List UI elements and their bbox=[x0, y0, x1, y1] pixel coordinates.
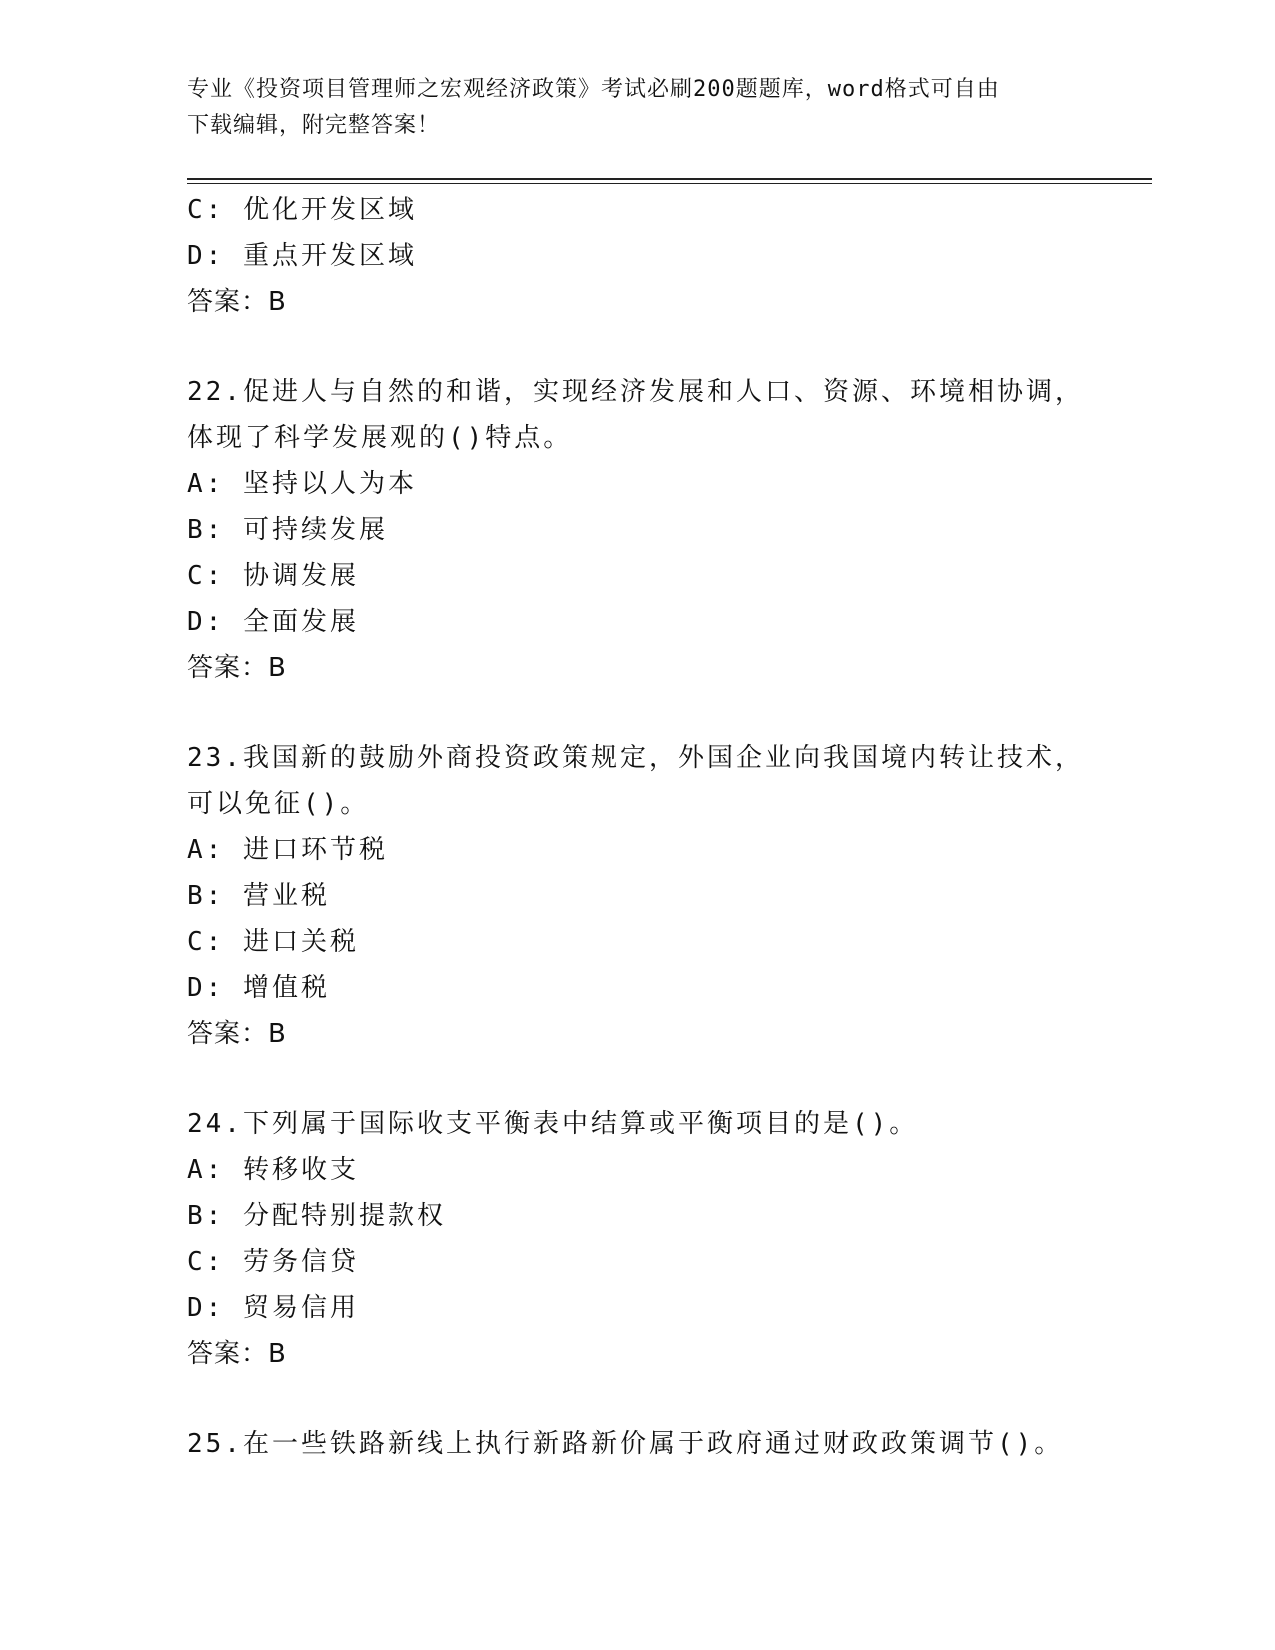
answer-line: 答案：B bbox=[187, 1019, 287, 1049]
option-a bbox=[187, 461, 1127, 507]
option-text: 坚持以人为本 bbox=[242, 469, 417, 499]
header-divider-thin bbox=[187, 183, 1152, 184]
option-key: C: bbox=[187, 195, 225, 225]
answer-line: 答案：B bbox=[187, 1339, 287, 1369]
option-text: 分配特别提款权 bbox=[242, 1201, 446, 1231]
option-key: D: bbox=[187, 973, 225, 1003]
option-d bbox=[187, 1285, 1127, 1331]
option-d bbox=[187, 965, 1127, 1011]
question-23 bbox=[187, 735, 1127, 1057]
option-key: C: bbox=[187, 1247, 225, 1277]
option-d bbox=[187, 599, 1127, 645]
option-b bbox=[187, 507, 1127, 553]
header-divider-thick bbox=[187, 178, 1152, 180]
option-key: C: bbox=[187, 927, 225, 957]
question-text: 23.我国新的鼓励外商投资政策规定，外国企业向我国境内转让技术， bbox=[187, 743, 1084, 773]
answer-line: 答案：B bbox=[187, 653, 287, 683]
option-b bbox=[187, 1193, 1127, 1239]
option-b bbox=[187, 873, 1127, 919]
option-key: C: bbox=[187, 561, 225, 591]
answer-line: 答案：B bbox=[187, 287, 287, 317]
option-text: 劳务信贷 bbox=[242, 1247, 359, 1277]
option-a bbox=[187, 1147, 1127, 1193]
question-text-continued: 可以免征()。 bbox=[187, 789, 370, 819]
option-key: B: bbox=[187, 1201, 225, 1231]
header-line-2: 下载编辑，附完整答案！ bbox=[187, 113, 441, 138]
option-text: 转移收支 bbox=[242, 1155, 359, 1185]
option-key: D: bbox=[187, 1293, 225, 1323]
question-text: 25.在一些铁路新线上执行新路新价属于政府通过财政政策调节()。 bbox=[187, 1429, 1064, 1459]
spacer bbox=[187, 325, 1127, 369]
question-22 bbox=[187, 369, 1127, 691]
question-text: 24.下列属于国际收支平衡表中结算或平衡项目的是()。 bbox=[187, 1109, 919, 1139]
option-d bbox=[187, 233, 1127, 279]
header-line-1: 专业《投资项目管理师之宏观经济政策》考试必刷200题题库，word格式可自由 bbox=[187, 77, 1000, 102]
question-24 bbox=[187, 1101, 1127, 1377]
option-key: D: bbox=[187, 607, 225, 637]
option-text: 优化开发区域 bbox=[242, 195, 417, 225]
question-21-continued bbox=[187, 187, 1127, 325]
document-body bbox=[187, 187, 1127, 1467]
option-text: 重点开发区域 bbox=[242, 241, 417, 271]
spacer bbox=[187, 691, 1127, 735]
spacer bbox=[187, 1057, 1127, 1101]
option-key: A: bbox=[187, 469, 225, 499]
question-text: 22.促进人与自然的和谐，实现经济发展和人口、资源、环境相协调， bbox=[187, 377, 1084, 407]
option-text: 全面发展 bbox=[242, 607, 359, 637]
question-text-continued: 体现了科学发展观的()特点。 bbox=[187, 423, 573, 453]
option-key: D: bbox=[187, 241, 225, 271]
option-text: 进口环节税 bbox=[242, 835, 388, 865]
option-a bbox=[187, 827, 1127, 873]
spacer bbox=[187, 1377, 1127, 1421]
option-c bbox=[187, 187, 1127, 233]
document-header bbox=[187, 72, 1067, 144]
option-key: A: bbox=[187, 1155, 225, 1185]
option-c bbox=[187, 553, 1127, 599]
option-text: 进口关税 bbox=[242, 927, 359, 957]
option-key: B: bbox=[187, 515, 225, 545]
option-c bbox=[187, 1239, 1127, 1285]
option-text: 增值税 bbox=[242, 973, 330, 1003]
option-key: B: bbox=[187, 881, 225, 911]
option-text: 协调发展 bbox=[242, 561, 359, 591]
option-text: 营业税 bbox=[242, 881, 330, 911]
option-key: A: bbox=[187, 835, 225, 865]
option-text: 可持续发展 bbox=[242, 515, 388, 545]
option-c bbox=[187, 919, 1127, 965]
question-25 bbox=[187, 1421, 1127, 1467]
option-text: 贸易信用 bbox=[242, 1293, 359, 1323]
